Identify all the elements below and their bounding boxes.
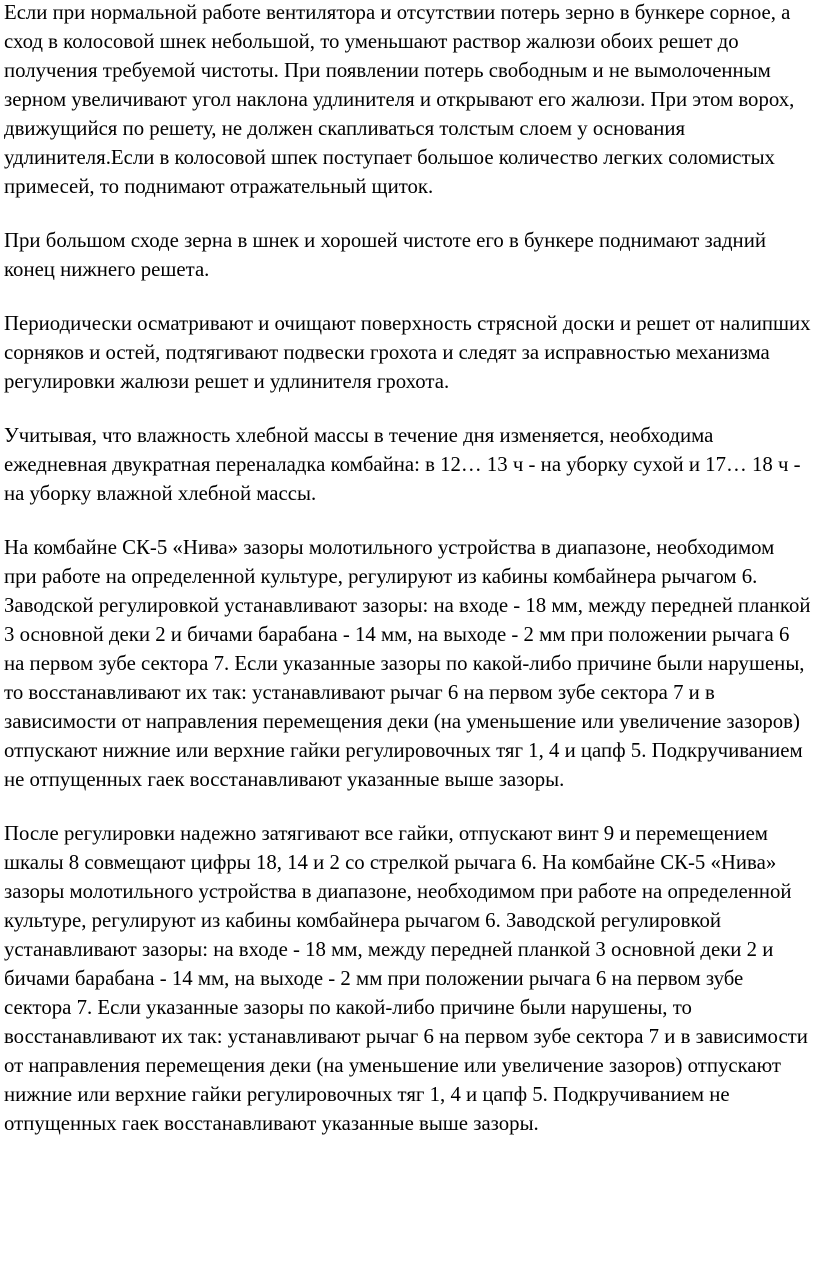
- paragraph-cleaning-adjustment: Если при нормальной работе вентилятора и отсутствии потерь зерно в бункере сорное, а сход в колосовой шнек небольшой, то уменьшают раствор жалюзи обоих решет до получения требуемой чистоты. При появлении потерь свободным и не вымолоченным зерном увеличивают угол наклона удлинителя и открывают его жалюзи. При этом ворох, движущийся по решету, не должен скапливаться толстым слоем у основания удлинителя.Если в колосовой шпек поступает большое количество легких соломистых примесей, то поднимают отражательный щиток.: [4, 1, 795, 198]
- paragraph-lower-sieve: При большом сходе зерна в шнек и хорошей чистоте его в бункере поднимают задний конец нижнего решета.: [4, 229, 766, 281]
- paragraph-daily-readjustment: Учитывая, что влажность хлебной массы в течение дня изменяется, необходима ежедневная двукратная переналадка комбайна: в 12… 13 ч - на уборку сухой и 17… 18 ч - на уборку влажной хлебной массы.: [4, 424, 801, 505]
- paragraph-threshing-gaps: На комбайне СК-5 «Нива» зазоры молотильного устройства в диапазоне, необходимом при работе на определенной культуре, регулируют из кабины комбайнера рычагом 6. Заводской регулировкой устанавливают зазоры: на входе - 18 мм, между передней планкой 3 основной деки 2 и бичами барабана - 14 мм, на выходе - 2 мм при положении рычага 6 на первом зубе сектора 7. Если указанные зазоры по какой-либо причине были нарушены, то восстанавливают их так: устанавливают рычаг 6 на первом зубе сектора 7 и в зависимости от направления перемещения деки (на уменьшение или увеличение зазоров) отпускают нижние или верхние гайки регулировочных тяг 1, 4 и цапф 5. Подкручиванием не отпущенных гаек восстанавливают указанные выше зазоры.: [4, 536, 811, 791]
- paragraph-after-adjustment: После регулировки надежно затягивают все гайки, отпускают винт 9 и перемещением шкалы 8 совмещают цифры 18, 14 и 2 со стрелкой рычага 6. На комбайне СК-5 «Нива» зазоры молотильного устройства в диапазоне, необходимом при работе на определенной культуре, регулируют из кабины комбайнера рычагом 6. Заводской регулировкой устанавливают зазоры: на входе - 18 мм, между передней планкой 3 основной деки 2 и бичами барабана - 14 мм, на выходе - 2 мм при положении рычага 6 на первом зубе сектора 7. Если указанные зазоры по какой-либо причине были нарушены, то восстанавливают их так: устанавливают рычаг 6 на первом зубе сектора 7 и в зависимости от направления перемещения деки (на уменьшение или увеличение зазоров) отпускают нижние или верхние гайки регулировочных тяг 1, 4 и цапф 5. Подкручиванием не отпущенных гаек восстанавливают указанные выше зазоры.: [4, 822, 808, 1135]
- paragraph-maintenance: Периодически осматривают и очищают поверхность стрясной доски и решет от налипших сорняков и остей, подтягивают подвески грохота и следят за исправностью механизма регулировки жалюзи решет и удлинителя грохота.: [4, 312, 811, 393]
